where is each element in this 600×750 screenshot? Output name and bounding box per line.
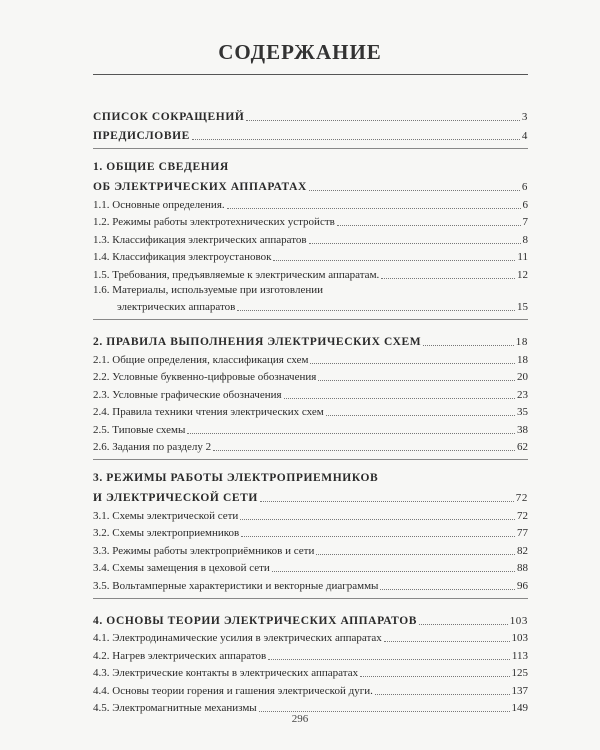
toc-chapter-2 [93,331,528,460]
leader-dots [380,589,515,590]
leader-dots [273,260,515,261]
toc-entry[interactable] [93,646,528,664]
toc-entry-page: 62 [517,441,528,453]
toc-chapter-4 [93,610,528,721]
leader-dots [316,554,515,555]
toc-entry-abbreviations[interactable] [93,106,528,125]
toc-front-matter [93,106,528,149]
chapter-heading[interactable] [93,176,528,195]
toc-entry-label: 3.2. Схемы электроприемников [93,527,240,539]
page-title: СОДЕРЖАНИЕ [218,40,382,64]
toc-chapter-3 [93,471,528,599]
toc-entry[interactable] [93,298,528,316]
toc-entry-page: 20 [517,371,528,383]
leader-dots [360,676,509,677]
toc-entry[interactable] [93,213,528,231]
toc-entry-label: 4.3. Электрические контакты в электрических аппаратах [93,667,359,679]
toc-entry[interactable] [93,629,528,647]
toc-entry[interactable] [93,506,528,524]
toc-entry-page: 15 [517,301,528,313]
toc-entry-label: 3.5. Вольтамперные характеристики и векторные диаграммы [93,579,379,592]
toc-entry-page: 6 [521,181,528,193]
chapter-heading-line[interactable]: 3. РЕЖИМЫ РАБОТЫ ЭЛЕКТРОПРИЕМНИКОВ [93,472,379,484]
leader-dots [384,641,510,642]
leader-dots [309,190,520,191]
toc-entry-label: электрических аппаратов [117,301,236,313]
toc-entry-label: 4.1. Электродинамические усилия в электрических аппаратах [93,632,382,644]
leader-dots [241,536,515,537]
leader-dots [326,415,515,416]
toc-entry-page: 18 [517,353,528,366]
toc-entry[interactable] [93,350,528,368]
toc-entry-label: И ЭЛЕКТРИЧЕСКОЙ СЕТИ [93,492,258,504]
leader-dots [284,398,515,399]
toc-entry-label: ОБ ЭЛЕКТРИЧЕСКИХ АППАРАТАХ [93,181,307,193]
leader-dots [187,433,515,434]
leader-dots [240,519,515,520]
toc-entry-label: 2.1. Общие определения, классификация схем [93,353,309,366]
toc-entry-page: 88 [517,562,528,574]
toc-entry-label: 2. ПРАВИЛА ВЫПОЛНЕНИЯ ЭЛЕКТРИЧЕСКИХ СХЕМ [93,336,422,348]
toc-entry[interactable] [93,541,528,559]
leader-dots [337,225,521,226]
toc-entry-page: 72 [515,492,528,504]
toc-entry-page: 35 [517,406,528,418]
leader-dots [309,243,521,244]
toc-chapter-1 [93,160,528,320]
toc-entry-label: 1.1. Основные определения. [93,198,225,211]
toc-entry-label: 1.3. Классификация электрических аппаратов [93,233,307,246]
leader-dots [213,450,515,451]
toc-entry-label: СПИСОК СОКРАЩЕНИЙ [93,111,245,123]
toc-entry-label: 4. ОСНОВЫ ТЕОРИИ ЭЛЕКТРИЧЕСКИХ АППАРАТОВ [93,614,418,627]
toc-entry[interactable] [93,524,528,542]
toc-entry-label: ПРЕДИСЛОВИЕ [93,130,190,142]
toc-entry[interactable] [93,576,528,594]
page-number: 296 [291,713,309,725]
toc-entry[interactable] [93,681,528,699]
toc-entry[interactable] [93,265,528,283]
leader-dots [419,624,508,625]
leader-dots [375,694,510,695]
toc-entry-label: 2.5. Типовые схемы [93,423,186,436]
toc-entry-page: 103 [509,614,528,627]
toc-entry-page: 6 [522,198,528,211]
chapter-heading-line[interactable]: 1. ОБЩИЕ СВЕДЕНИЯ [93,161,229,173]
toc-entry-page: 18 [515,336,528,348]
leader-dots [381,278,515,279]
toc-entry[interactable] [93,248,528,266]
toc-entry[interactable] [93,438,528,456]
chapter-heading[interactable] [93,331,528,350]
toc-entry-page: 125 [511,667,528,679]
toc-entry-label: 4.4. Основы теории горения и гашения электрической дуги. [93,684,373,697]
toc-entry-page: 38 [517,423,528,436]
toc-entry[interactable] [93,385,528,403]
toc-entry-page: 4 [521,130,528,142]
toc-entry-label: 1.5. Требования, предъявляемые к электрическим аппаратам. [93,268,380,281]
toc-entry[interactable] [93,559,528,577]
toc-entry-label: 2.3. Условные графические обозначения [93,388,282,401]
toc-entry-page: 72 [517,509,528,522]
toc-entry-page: 8 [522,233,528,246]
toc-entry[interactable] [93,368,528,386]
toc-entry-page: 23 [517,388,528,401]
leader-dots [272,571,515,572]
toc-entry[interactable] [93,195,528,213]
toc-entry-preface[interactable] [93,125,528,144]
toc-entry[interactable] [93,664,528,682]
toc-entry-line[interactable]: 1.6. Материалы, используемые при изготовлении [93,283,324,296]
title-rule [93,74,528,75]
leader-dots [192,139,520,140]
chapter-heading[interactable] [93,610,528,629]
toc-entry-page: 77 [517,527,528,539]
toc-entry-label: 2.6. Задания по разделу 2 [93,441,212,453]
toc-entry-label: 3.3. Режимы работы электроприёмников и сети [93,544,315,557]
leader-dots [237,310,515,311]
toc-entry-page: 149 [511,702,528,714]
leader-dots [318,380,515,381]
toc-entry-label: 4.2. Нагрев электрических аппаратов [93,649,267,662]
toc-entry-page: 3 [521,111,528,123]
leader-dots [268,659,510,660]
toc-entry-page: 11 [517,251,528,263]
toc-entry-label: 2.4. Правила техники чтения электрических схем [93,406,324,418]
leader-dots [423,345,514,346]
toc-entry[interactable] [93,403,528,421]
toc-entry-label: 3.4. Схемы замещения в цеховой сети [93,562,270,574]
toc-entry-label: 2.2. Условные буквенно-цифровые обозначения [93,371,317,383]
toc-entry[interactable] [93,230,528,248]
toc-entry-page: 82 [517,544,528,557]
toc-entry-page: 137 [511,684,528,697]
toc-entry-label: 1.2. Режимы работы электротехнических устройств [93,216,335,228]
toc-entry-page: 96 [517,579,528,592]
leader-dots [259,711,510,712]
toc-entry-label: 3.1. Схемы электрической сети [93,509,239,522]
toc-entry-page: 113 [511,649,528,662]
toc-entry-page: 103 [511,632,528,644]
toc-entry-page: 7 [522,216,528,228]
leader-dots [260,501,514,502]
chapter-heading[interactable] [93,487,528,506]
leader-dots [246,120,519,121]
leader-dots [310,363,515,364]
toc-entry-label: 1.4. Классификация электроустановок [93,251,272,263]
toc-entry[interactable] [93,420,528,438]
toc-entry-page: 12 [517,268,528,281]
toc-entry-label: 4.5. Электромагнитные механизмы [93,702,257,714]
table-of-contents [93,106,528,731]
leader-dots [227,208,521,209]
